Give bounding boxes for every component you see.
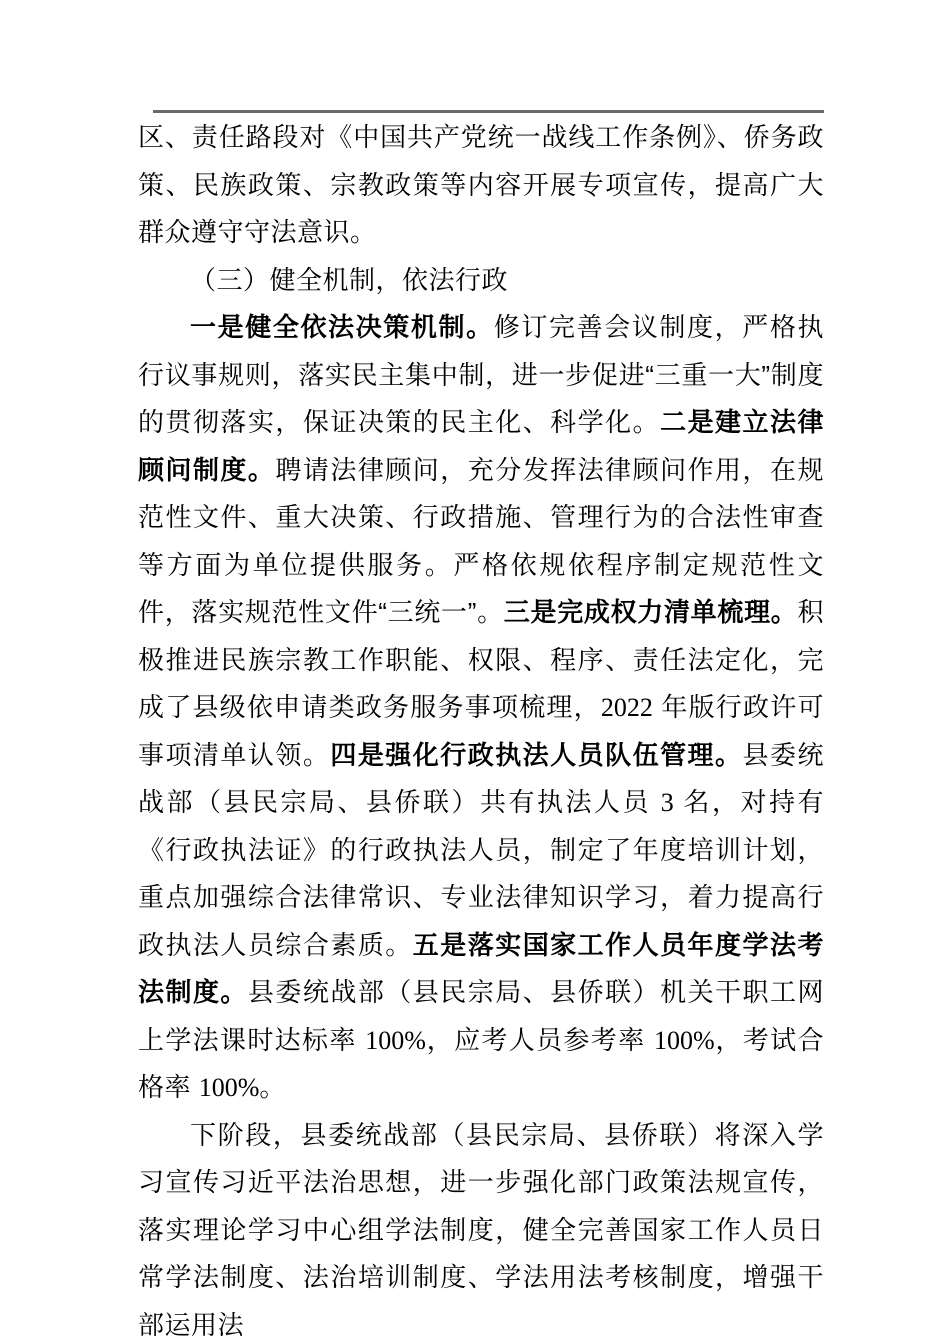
paragraph	[138, 1112, 824, 1344]
paragraph	[138, 304, 824, 1112]
text-run: 名，对持有《行政执法证》的行政执法人员，制定了年度培训计划，重点加强综合法律常识、专业法律知识学习，着力提高行政执法人员综合素质。	[138, 787, 824, 960]
paragraph	[138, 114, 824, 257]
text-run: 积极推进民族宗教工作职能、权限、程序、责任法定化，完成了县级依申请类政务服务事项梳理，	[138, 597, 824, 722]
text-run: 县委统战部（县民宗局、县侨联）机关干职工网上学法课时达标率	[138, 977, 824, 1055]
text-run: 一是健全依法决策机制。	[190, 312, 494, 342]
text-run: ，考试合格率	[138, 1024, 824, 1102]
text-run: 县委统战部（县民宗局、县侨联）共有执法人员	[138, 739, 824, 817]
text-run: 年版行政许可事项清单认领。	[138, 692, 824, 770]
text-run: 修订完善会议制度，严格执行议事规则，落实民主集中制，进一步促进“三重一大”制度的贯彻落实，保证决策的民主化、科学化。	[138, 312, 824, 437]
text-run: 100%	[198, 1073, 260, 1102]
text-run: （三）健全机制，依法行政	[190, 264, 509, 295]
text-run: 3	[660, 788, 674, 817]
text-run: 。	[259, 1072, 286, 1102]
document-body	[138, 114, 824, 1344]
text-run: 聘请法律顾问，充分发挥法律顾问作用，在规范性文件、重大决策、行政措施、管理行为的合法性审查等方面为单位提供服务。严格依规依程序制定规范性文件，落实规范性文件“三统一”。	[138, 454, 824, 627]
paragraph	[138, 257, 824, 305]
text-run: 四是强化行政执法人员队伍管理。	[330, 739, 743, 770]
header-rule	[153, 110, 824, 113]
text-run: ，应考人员参考率	[425, 1024, 654, 1055]
text-run: 100%	[365, 1025, 426, 1055]
text-run: 三是完成权力清单梳理。	[503, 597, 798, 627]
text-run: 下阶段，县委统战部（县民宗局、县侨联）将深入学习宣传习近平法治思想，进一步强化部门政策法规宣传，落实理论学习中心组学法制度，健全完善国家工作人员日常学法制度、法治培训制度、学法用法考核制度，增强干部运用法	[138, 1119, 824, 1340]
text-run: 100%	[653, 1025, 715, 1055]
text-run: 区、责任路段对《中国共产党统一战线工作条例》、侨务政策、民族政策、宗教政策等内容开展专项宣传，提高广大群众遵守守法意识。	[138, 122, 824, 247]
text-run: 2022	[600, 693, 653, 722]
text-run: 五是落实国家工作人员年度学法考法制度。	[138, 929, 824, 1007]
text-run: 二是建立法律顾问制度。	[138, 407, 824, 485]
